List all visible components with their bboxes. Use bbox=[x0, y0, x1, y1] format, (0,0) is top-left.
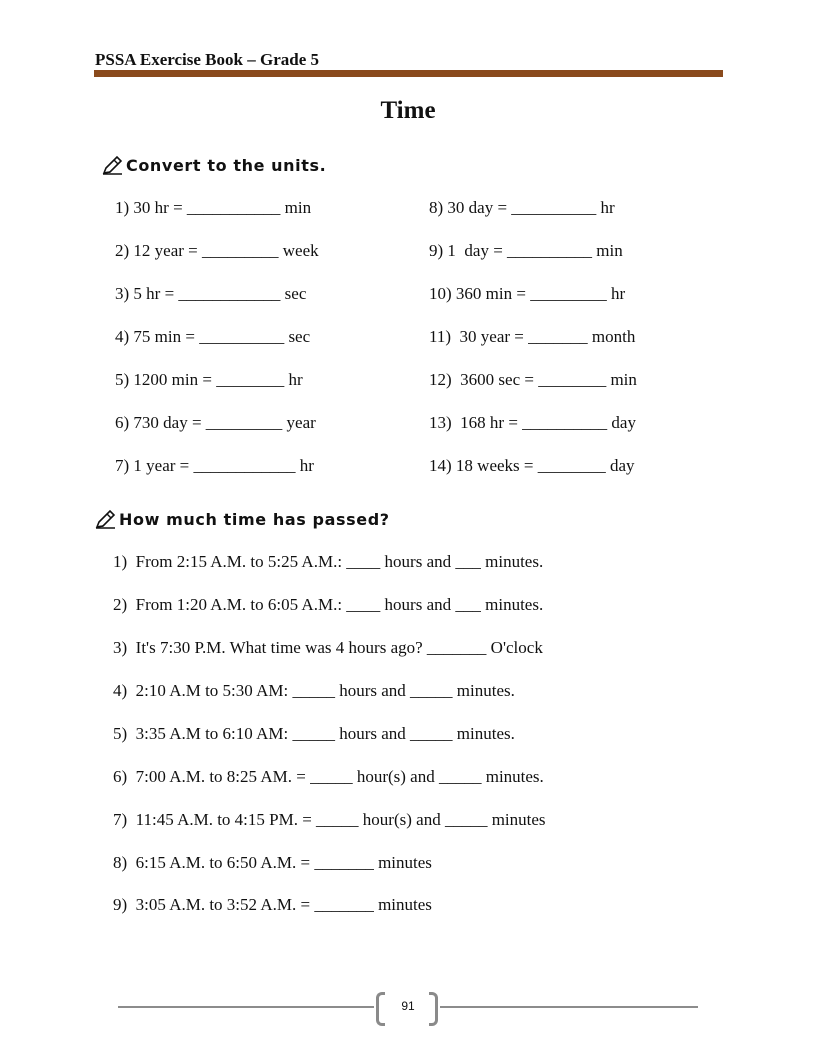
elapsed-question: 1) From 2:15 A.M. to 5:25 A.M.: ____ hours and ___ minutes. bbox=[113, 552, 544, 571]
elapsed-question: 8) 6:15 A.M. to 6:50 A.M. = _______ minutes bbox=[113, 853, 432, 872]
header-rule bbox=[94, 70, 723, 77]
elapsed-question: 6) 7:00 A.M. to 8:25 AM. = _____ hour(s) and _____ minutes. bbox=[113, 767, 544, 786]
elapsed-question: 7) 11:45 A.M. to 4:15 PM. = _____ hour(s) and _____ minutes bbox=[113, 810, 546, 829]
convert-question: 1) 30 hr = ___________ min bbox=[115, 198, 312, 217]
footer-rule-right bbox=[440, 1006, 698, 1008]
elapsed-question: 3) It's 7:30 P.M. What time was 4 hours ago? _______ O'clock bbox=[113, 638, 543, 657]
convert-question: 13) 168 hr = __________ day bbox=[429, 413, 636, 432]
elapsed-heading-text: How much time has passed? bbox=[119, 509, 390, 529]
footer-rule-left bbox=[118, 1006, 374, 1008]
convert-question: 14) 18 weeks = ________ day bbox=[429, 456, 635, 475]
convert-question: 7) 1 year = ____________ hr bbox=[115, 456, 314, 475]
convert-question: 11) 30 year = _______ month bbox=[429, 327, 636, 346]
elapsed-question: 4) 2:10 A.M to 5:30 AM: _____ hours and _____ minutes. bbox=[113, 681, 515, 700]
convert-heading-text: Convert to the units. bbox=[126, 155, 327, 175]
convert-question: 10) 360 min = _________ hr bbox=[429, 284, 626, 303]
convert-question: 8) 30 day = __________ hr bbox=[429, 198, 615, 217]
convert-question: 12) 3600 sec = ________ min bbox=[429, 370, 637, 389]
footer-bracket-left bbox=[376, 992, 385, 1026]
pencil-icon bbox=[102, 155, 124, 175]
footer-bracket-right bbox=[429, 992, 438, 1026]
convert-question: 2) 12 year = _________ week bbox=[115, 241, 319, 260]
elapsed-question: 9) 3:05 A.M. to 3:52 A.M. = _______ minutes bbox=[113, 895, 432, 914]
page-number: 91 bbox=[401, 999, 415, 1013]
header-title: PSSA Exercise Book – Grade 5 bbox=[95, 50, 319, 69]
elapsed-heading bbox=[95, 509, 390, 529]
convert-question: 3) 5 hr = ____________ sec bbox=[115, 284, 307, 303]
convert-question: 5) 1200 min = ________ hr bbox=[115, 370, 303, 389]
convert-heading bbox=[102, 155, 326, 175]
elapsed-question: 5) 3:35 A.M to 6:10 AM: _____ hours and _____ minutes. bbox=[113, 724, 515, 743]
page-title: Time bbox=[380, 97, 436, 124]
elapsed-question: 2) From 1:20 A.M. to 6:05 A.M.: ____ hours and ___ minutes. bbox=[113, 595, 544, 614]
pencil-icon bbox=[95, 509, 117, 529]
convert-question: 6) 730 day = _________ year bbox=[115, 413, 316, 432]
convert-question: 4) 75 min = __________ sec bbox=[115, 327, 311, 346]
convert-question: 9) 1 day = __________ min bbox=[429, 241, 623, 260]
